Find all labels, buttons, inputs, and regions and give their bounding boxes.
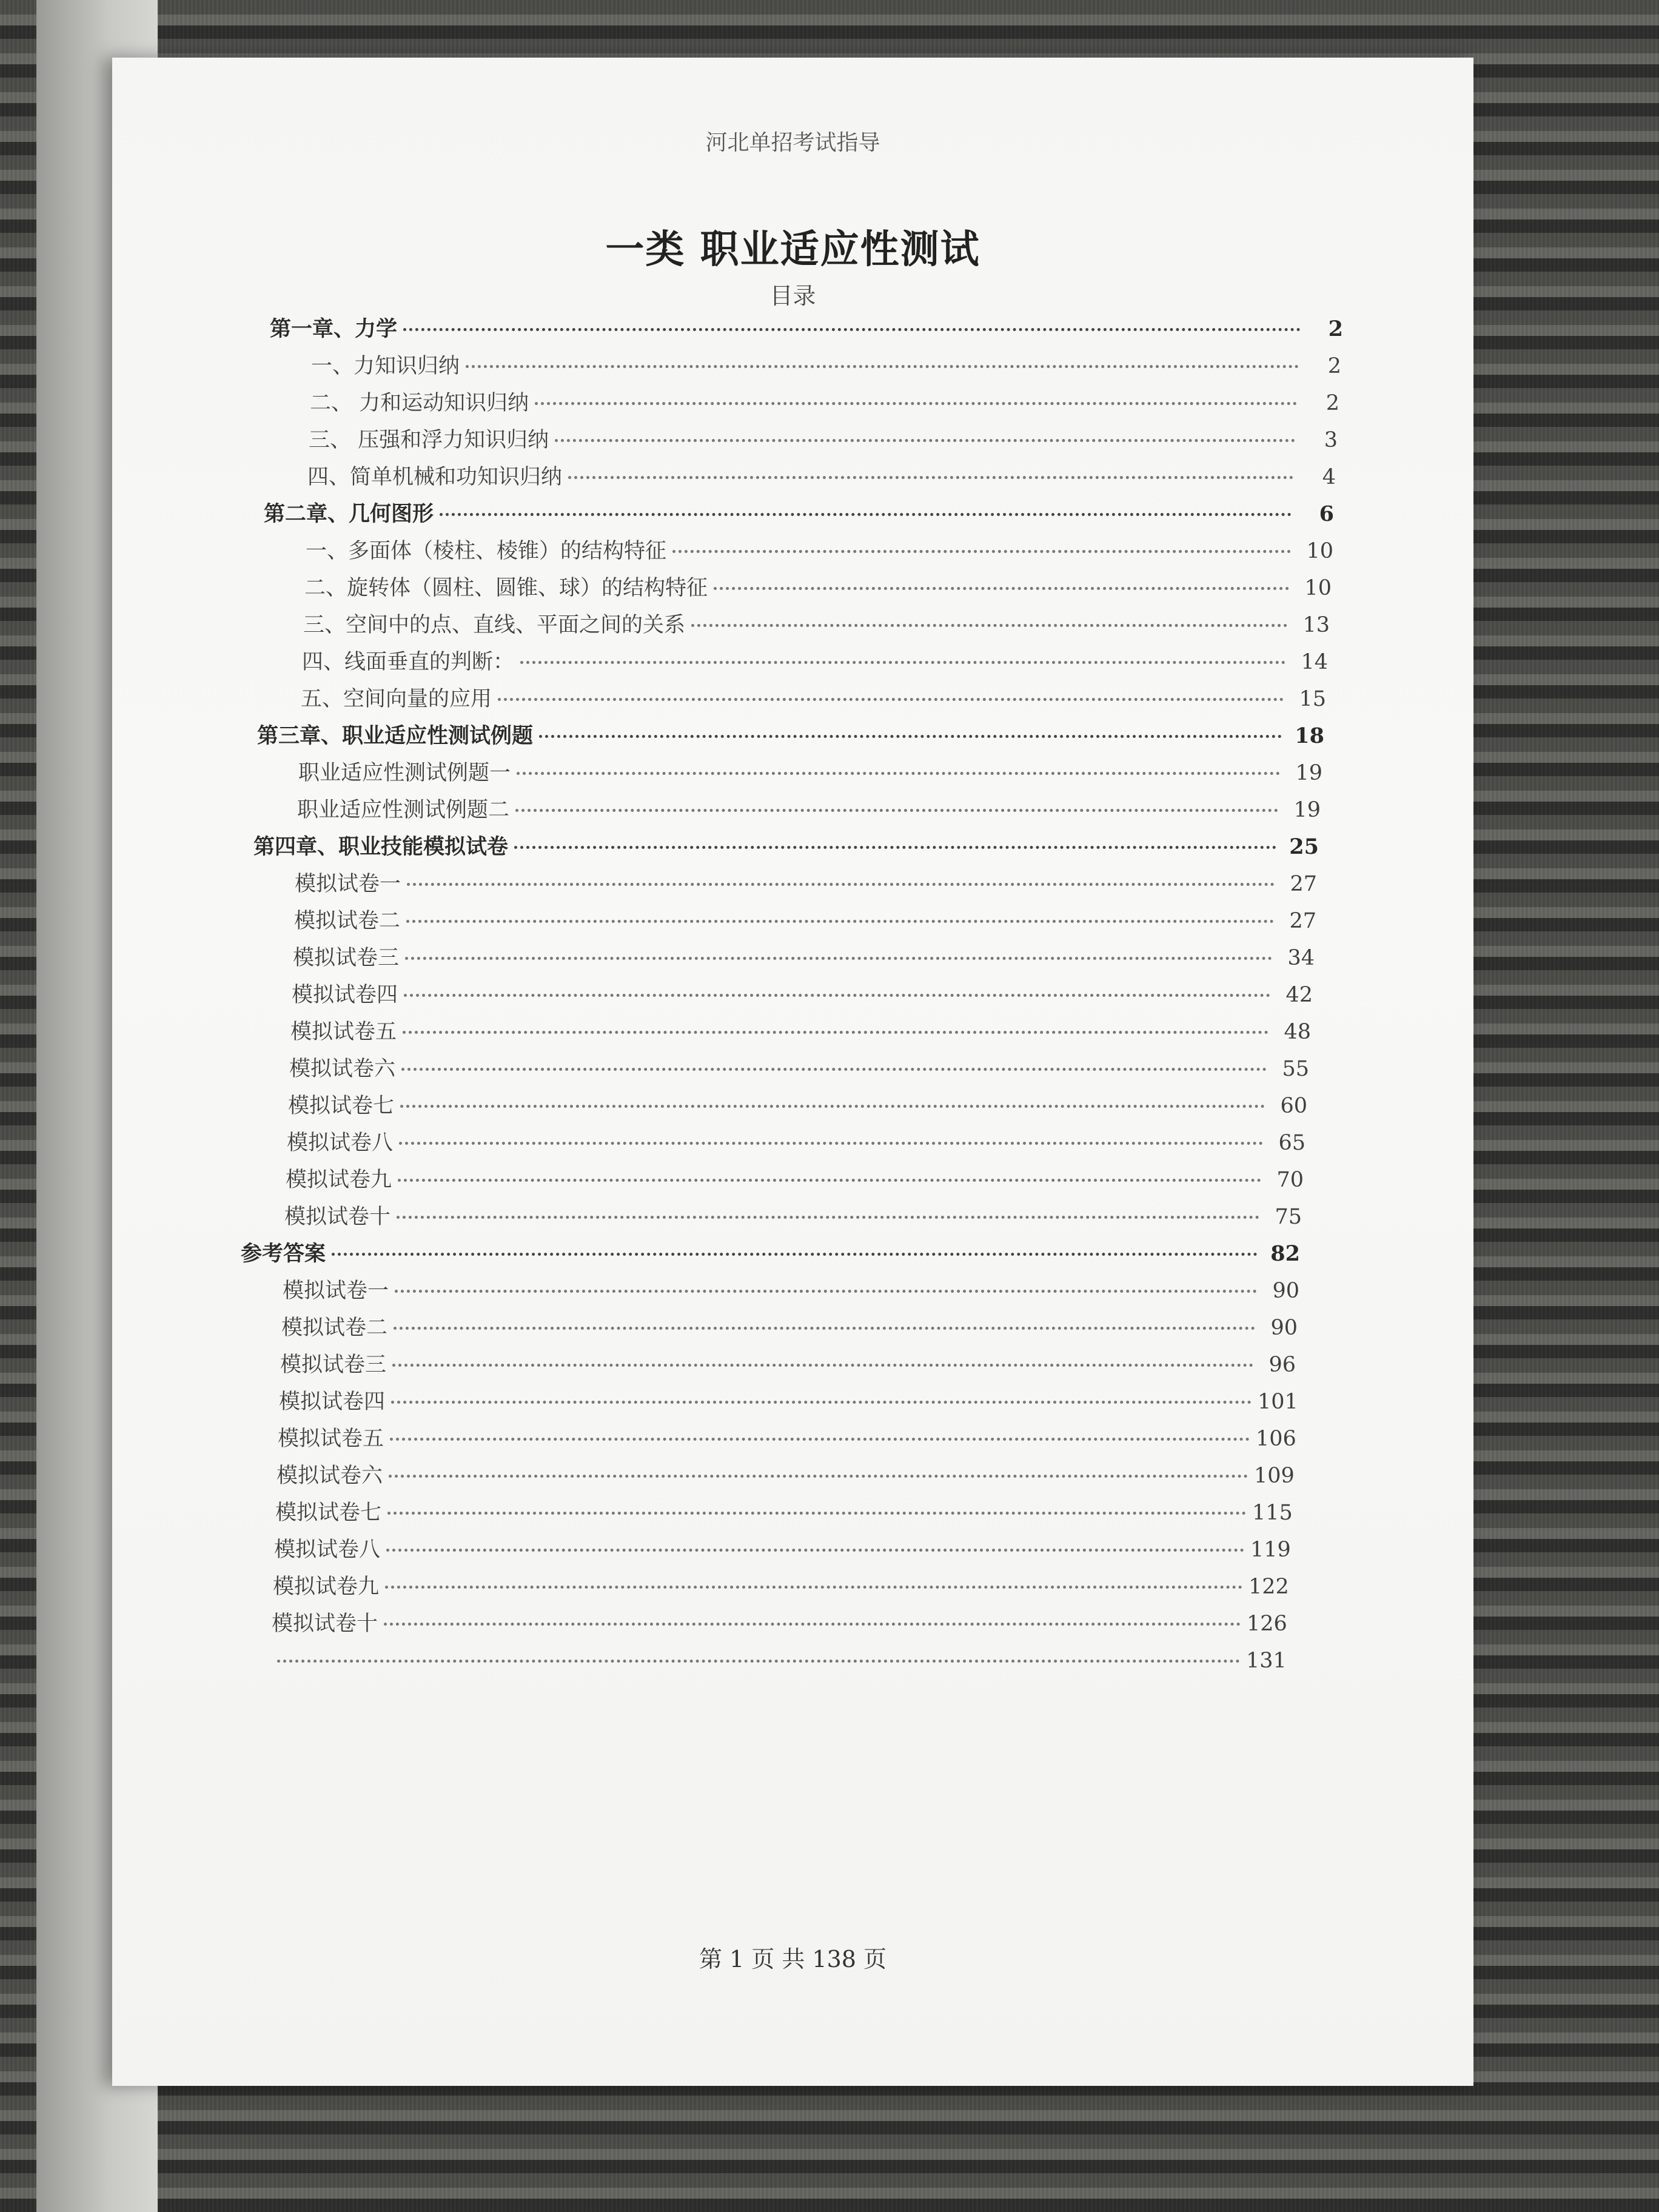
- toc-dot-leader: [535, 402, 1297, 405]
- toc-section-entry: [301, 682, 1326, 716]
- toc-dot-leader: [466, 365, 1299, 368]
- toc-section-entry: [293, 941, 1315, 975]
- document-page: [112, 58, 1473, 2086]
- toc-entry-label: 第一章、力学: [270, 317, 398, 341]
- toc-entry-label: 一、力知识归纳: [311, 354, 460, 378]
- toc-section-entry: [273, 1570, 1289, 1604]
- toc-dot-leader: [394, 1327, 1255, 1330]
- toc-section-entry: [280, 1348, 1296, 1382]
- toc-entry-label: 第四章、职业技能模拟试卷: [253, 834, 509, 859]
- toc-entry-label: 三、空间中的点、直线、平面之间的关系: [303, 613, 686, 637]
- toc-dot-leader: [498, 698, 1284, 701]
- toc-dot-leader: [404, 994, 1270, 997]
- toc-entry-page-number: 6: [1319, 501, 1334, 526]
- toc-entry-label: 模拟试卷八: [274, 1538, 381, 1562]
- toc-section-entry: [292, 978, 1313, 1012]
- toc-section-entry: [297, 793, 1321, 827]
- toc-section-entry: [303, 608, 1330, 642]
- toc-entry-page-number: 18: [1295, 723, 1324, 748]
- toc-dot-leader: [514, 846, 1276, 849]
- toc-chapter-entry: [241, 1237, 1300, 1271]
- toc-entry-page-number: 2: [1326, 391, 1339, 415]
- toc-entry-label: 二、 力和运动知识归纳: [310, 391, 529, 415]
- toc-section-entry: [294, 904, 1316, 938]
- document-title: 一类 职业适应性测试: [605, 227, 980, 272]
- toc-dot-leader: [568, 476, 1293, 479]
- toc-chapter-entry: [257, 719, 1324, 753]
- toc-dot-leader: [405, 957, 1272, 960]
- toc-entry-page-number: 27: [1289, 909, 1316, 933]
- toc-entry-label: 模拟试卷二: [294, 909, 401, 933]
- toc-entry-label: 参考答案: [241, 1241, 326, 1266]
- toc-entry-label: 模拟试卷七: [275, 1501, 382, 1525]
- toc-entry-page-number: 48: [1284, 1020, 1311, 1044]
- toc-entry-label: 模拟试卷十: [272, 1612, 378, 1636]
- toc-entry-page-number: 70: [1276, 1168, 1304, 1192]
- toc-section-entry: [284, 1200, 1302, 1234]
- toc-section-entry: [274, 1533, 1291, 1567]
- toc-entry-page-number: 25: [1289, 834, 1319, 859]
- toc-entry-label: 二、旋转体（圆柱、圆锥、球）的结构特征: [304, 576, 708, 600]
- toc-entry-label: 模拟试卷七: [288, 1094, 395, 1118]
- toc-dot-leader: [539, 735, 1282, 738]
- toc-entry-label: 模拟试卷九: [273, 1575, 380, 1599]
- toc-entry-label: 模拟试卷五: [278, 1427, 384, 1451]
- toc-section-entry: [279, 1385, 1298, 1419]
- toc-dot-leader: [520, 661, 1285, 664]
- toc-dot-leader: [401, 1068, 1267, 1071]
- toc-section-entry: [290, 1015, 1311, 1049]
- toc-entry-page-number: 106: [1256, 1427, 1296, 1451]
- toc-dot-leader: [406, 920, 1274, 923]
- toc-entry-page-number: 19: [1293, 798, 1321, 822]
- toc-entry-page-number: 119: [1250, 1538, 1291, 1562]
- toc-entry-label: 模拟试卷十: [284, 1205, 391, 1229]
- toc-section-entry: [271, 1644, 1287, 1678]
- toc-entry-page-number: 126: [1247, 1612, 1287, 1636]
- toc-dot-leader: [397, 1216, 1259, 1219]
- toc-dot-leader: [440, 513, 1292, 516]
- toc-section-entry: [304, 571, 1332, 605]
- toc-entry-page-number: 101: [1258, 1390, 1298, 1414]
- toc-dot-leader: [384, 1623, 1241, 1626]
- toc-chapter-entry: [253, 830, 1319, 864]
- toc-dot-leader: [672, 550, 1291, 553]
- toc-entry-label: 模拟试卷四: [279, 1390, 386, 1414]
- toc-section-entry: [286, 1163, 1304, 1197]
- toc-entry-label: 模拟试卷六: [276, 1464, 383, 1488]
- toc-entry-page-number: 15: [1299, 687, 1326, 711]
- toc-entry-page-number: 131: [1246, 1649, 1287, 1673]
- toc-dot-leader: [395, 1290, 1257, 1293]
- toc-section-entry: [309, 423, 1338, 457]
- toc-entry-page-number: 3: [1324, 428, 1338, 452]
- toc-entry-label: 模拟试卷四: [292, 983, 398, 1007]
- running-header: 河北单招考试指导: [705, 130, 880, 155]
- toc-entry-label: 模拟试卷九: [286, 1168, 392, 1192]
- toc-dot-leader: [332, 1253, 1258, 1256]
- toc-entry-label: 模拟试卷八: [287, 1131, 394, 1155]
- toc-dot-leader: [407, 883, 1275, 886]
- toc-dot-leader: [277, 1660, 1240, 1663]
- toc-entry-page-number: 96: [1269, 1353, 1296, 1377]
- toc-entry-page-number: 2: [1328, 317, 1343, 341]
- toc-entry-page-number: 10: [1304, 576, 1332, 600]
- toc-chapter-entry: [270, 312, 1343, 346]
- toc-section-entry: [275, 1496, 1293, 1530]
- toc-dot-leader: [392, 1364, 1253, 1367]
- toc-entry-label: 职业适应性测试例题一: [298, 761, 511, 785]
- toc-dot-leader: [387, 1512, 1246, 1515]
- toc-dot-leader: [714, 587, 1289, 590]
- toc-entry-page-number: 60: [1280, 1094, 1307, 1118]
- toc-entry-label: 模拟试卷一: [295, 872, 401, 896]
- toc-section-entry: [306, 534, 1333, 568]
- toc-section-entry: [281, 1311, 1298, 1345]
- toc-entry-label: 五、空间向量的应用: [301, 687, 492, 711]
- toc-entry-page-number: 34: [1287, 946, 1315, 970]
- toc-section-entry: [276, 1459, 1295, 1493]
- toc-entry-page-number: 90: [1270, 1316, 1298, 1340]
- toc-section-entry: [278, 1422, 1296, 1456]
- toc-chapter-entry: [264, 497, 1334, 531]
- toc-section-entry: [295, 867, 1317, 901]
- toc-entry-page-number: 4: [1322, 465, 1336, 489]
- toc-entry-page-number: 55: [1282, 1057, 1309, 1081]
- toc-entry-label: 模拟试卷三: [280, 1353, 387, 1377]
- toc-dot-leader: [391, 1401, 1252, 1404]
- toc-section-entry: [287, 1126, 1305, 1160]
- toc-dot-leader: [389, 1475, 1248, 1478]
- toc-entry-page-number: 90: [1272, 1279, 1299, 1303]
- toc-entry-page-number: 13: [1302, 613, 1330, 637]
- toc-dot-leader: [691, 624, 1287, 627]
- table-of-contents: [112, 312, 1473, 1768]
- toc-section-entry: [283, 1274, 1299, 1308]
- toc-dot-leader: [386, 1549, 1244, 1552]
- toc-section-entry: [307, 460, 1336, 494]
- toc-entry-label: 模拟试卷六: [289, 1057, 396, 1081]
- toc-entry-label: 三、 压强和浮力知识归纳: [309, 428, 549, 452]
- toc-entry-label: 模拟试卷一: [283, 1279, 389, 1303]
- toc-section-entry: [310, 386, 1339, 420]
- toc-entry-label: 职业适应性测试例题二: [297, 798, 510, 822]
- toc-dot-leader: [400, 1105, 1265, 1108]
- toc-entry-page-number: 65: [1278, 1131, 1305, 1155]
- toc-entry-label: 四、线面垂直的判断：: [302, 650, 515, 674]
- toc-entry-page-number: 82: [1270, 1241, 1300, 1266]
- toc-entry-page-number: 42: [1285, 983, 1313, 1007]
- toc-section-entry: [302, 645, 1328, 679]
- toc-dot-leader: [399, 1142, 1263, 1145]
- toc-dot-leader: [517, 772, 1280, 775]
- toc-section-entry: [311, 349, 1341, 383]
- toc-entry-page-number: 27: [1290, 872, 1317, 896]
- toc-entry-page-number: 19: [1295, 761, 1322, 785]
- toc-section-entry: [298, 756, 1322, 790]
- toc-entry-label: 一、多面体（棱柱、棱锥）的结构特征: [306, 539, 667, 563]
- toc-entry-label: 四、简单机械和功知识归纳: [307, 465, 563, 489]
- toc-entry-page-number: 10: [1306, 539, 1333, 563]
- toc-entry-label: 第二章、几何图形: [264, 501, 434, 526]
- toc-dot-leader: [398, 1179, 1261, 1182]
- toc-entry-label: 模拟试卷五: [290, 1020, 397, 1044]
- toc-entry-label: 第三章、职业适应性测试例题: [257, 723, 534, 748]
- page-footer: 第 1 页 共 138 页: [699, 1946, 887, 1972]
- toc-entry-page-number: 14: [1301, 650, 1328, 674]
- toc-entry-page-number: 2: [1327, 354, 1341, 378]
- toc-heading: 目录: [769, 283, 816, 309]
- toc-entry-page-number: 115: [1252, 1501, 1293, 1525]
- toc-entry-label: 模拟试卷三: [293, 946, 400, 970]
- toc-entry-page-number: 122: [1248, 1575, 1289, 1599]
- toc-dot-leader: [515, 809, 1278, 812]
- toc-dot-leader: [403, 328, 1301, 331]
- toc-section-entry: [288, 1089, 1307, 1123]
- toc-dot-leader: [403, 1031, 1269, 1034]
- toc-entry-page-number: 109: [1254, 1464, 1295, 1488]
- toc-dot-leader: [555, 439, 1295, 442]
- toc-dot-leader: [390, 1438, 1250, 1441]
- toc-entry-label: 模拟试卷二: [281, 1316, 388, 1340]
- toc-section-entry: [289, 1052, 1309, 1086]
- toc-dot-leader: [385, 1586, 1242, 1589]
- toc-entry-page-number: 75: [1275, 1205, 1302, 1229]
- toc-section-entry: [272, 1607, 1287, 1641]
